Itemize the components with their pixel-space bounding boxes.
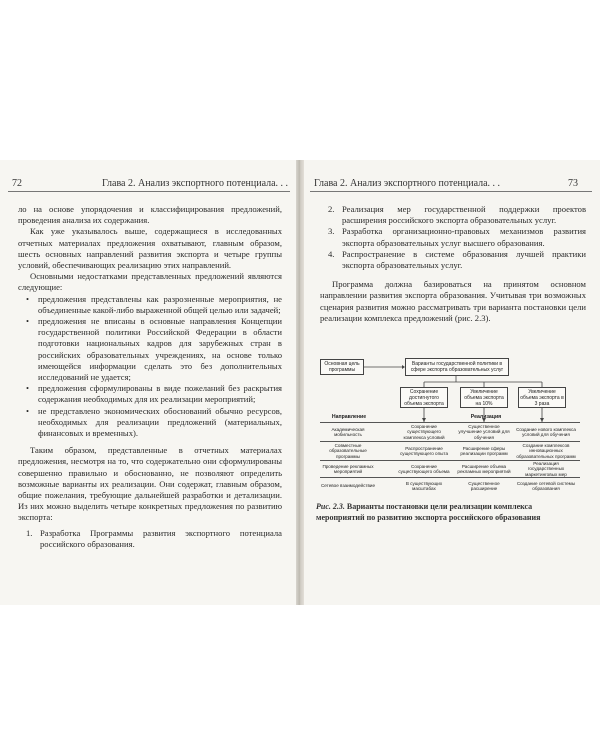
- table-cell: Реализация государственных маркетинговых мер: [525, 460, 567, 477]
- left-header-rule: [8, 191, 290, 192]
- list-number: 1.: [26, 527, 33, 538]
- table-cell: Сохранение существующего объема: [398, 463, 450, 474]
- list-item: [326, 226, 586, 248]
- policy-variants-box: Варианты государственной политики в сфере экспорта образовательных услуг: [405, 358, 509, 376]
- list-item-text: Разработка Программы развития экспортного потенциала российского образования.: [40, 527, 282, 549]
- paragraph: Как уже указывалось выше, содержащиеся в исследованных отчетных материалах предложения охватывают, главным образом, шесть основных направлений развития экспорта и четыре группы условий, обеспечивающих реализацию этих направлений.: [18, 226, 282, 271]
- option-box: Увеличение объема экспорта в 3 раза: [518, 387, 566, 408]
- column-header-realization: Реализация: [470, 414, 502, 420]
- table-cell: В существующих масштабах: [405, 480, 443, 491]
- caption-text: Варианты постановки цели реализации комплекса мероприятий по развитию экспорта российского образования: [316, 502, 541, 522]
- table-cell: Создание нового комплекса условий для обучения: [516, 426, 576, 437]
- table-rule: [320, 477, 580, 478]
- option-box: Увеличение объема экспорта на 10%: [460, 387, 508, 408]
- table-cell: Создание комплексов инновационных образовательных программ: [516, 442, 576, 459]
- left-running-head: Глава 2. Анализ экспортного потенциала. . .: [102, 178, 289, 189]
- left-page-number: 72: [12, 178, 22, 189]
- right-page: [304, 160, 600, 605]
- list-item-text: Реализация мер государственной поддержки проектов расширения российского экспорта образовательных услуг.: [342, 204, 586, 226]
- list-item: • предложения представлены как разрозненные мероприятия, не объединенные какой-либо выраженной общей целью или задачей;: [24, 294, 282, 316]
- list-number: 3.: [328, 226, 335, 237]
- table-cell: Существенное расширение: [468, 480, 500, 491]
- table-rule: [320, 422, 580, 423]
- table-cell: Существенное улучшение условий для обучения: [458, 423, 510, 440]
- direction-cell: Академическая мобильность: [331, 426, 365, 437]
- option-box: Сохранение достигнутого объема экспорта: [400, 387, 448, 408]
- right-body-text: [320, 204, 586, 324]
- list-item: [24, 528, 282, 550]
- goal-box: Основная цель программы: [320, 359, 364, 375]
- list-item: • не представлено экономических обоснований обычно ресурсов, необходимых для реализации предложений (материальных, финансовых и временных).: [24, 406, 282, 440]
- list-number: 4.: [328, 248, 335, 259]
- list-item-text: Разработка организационно-правовых механизмов развития экспорта образовательных услуг высшего образования.: [342, 226, 586, 248]
- table-cell: Создание сетевой системы образования: [516, 480, 576, 491]
- paragraph: Таким образом, представленные в отчетных материалах предложения, несмотря на то, что содержательно они сформулированы совершенно правильно и обоснованно, не позволяют определить возможные варианты их реализации. Они содержат, главным образом, общие пожелания, требующие дальнейшей разработки и детализации. Из них можно выделить четыре конкретных предложения по развитию экспорта:: [18, 445, 282, 523]
- list-item: • предложения сформулированы в виде пожеланий без раскрытия содержания необходимых для их реализации мероприятий;: [24, 383, 282, 405]
- right-header-rule: [310, 191, 592, 192]
- figure-caption: [316, 502, 576, 523]
- direction-cell: Сетевое взаимодействие: [320, 483, 376, 489]
- paragraph: Основными недостатками представленных предложений являются следующие:: [18, 271, 282, 293]
- left-page: [0, 160, 296, 605]
- list-item: [326, 204, 586, 226]
- numbered-list: [326, 204, 586, 271]
- right-page-number: 73: [568, 178, 578, 189]
- numbered-list: [24, 528, 282, 550]
- paragraph: Программа должна базироваться на принятом основном направлении развития экспорта образования. Учитывая три возможных сценария развития можно рассматривать три варианта постановки цели реализации комплекса предложений (рис. 2.3).: [320, 279, 586, 323]
- caption-label: Рис. 2.3.: [316, 502, 345, 511]
- bullet-list: [24, 294, 282, 440]
- right-running-head: Глава 2. Анализ экспортного потенциала. . .: [314, 178, 501, 189]
- table-cell: Распространение существующего опыта: [400, 445, 448, 456]
- list-item-text: Распространение в системе образования лучшей практики экспорта образовательных услуг.: [342, 248, 586, 271]
- column-header-direction: Направление: [331, 414, 367, 420]
- left-body-text: [18, 204, 282, 550]
- book-spread: [0, 160, 600, 605]
- direction-cell: Совместные образовательные программы: [329, 442, 367, 459]
- table-cell: Расширение сферы реализации программ: [460, 445, 508, 456]
- list-number: 2.: [328, 204, 335, 214]
- list-item: [326, 249, 586, 271]
- table-cell: Расширение объема рекламных мероприятий: [457, 463, 511, 474]
- paragraph: ло на основе упорядочения и классифицирования предложений, проведения анализа их содержания.: [18, 204, 282, 226]
- figure-diagram: [316, 356, 586, 496]
- list-item: • предложения не вписаны в основные направления Концепции государственной политики Российской Федерации в области подготовки национальных кадров для зарубежных стран в российских образовательных учреждениях, на основе только имеющейся информации сделать это без дополнительных исследований не удается;: [24, 316, 282, 383]
- direction-cell: Проведение рекламных мероприятий: [322, 463, 374, 474]
- book-gutter: [296, 160, 304, 605]
- table-cell: Сохранение существующего комплекса условий: [403, 423, 445, 440]
- table-rule: [320, 441, 580, 442]
